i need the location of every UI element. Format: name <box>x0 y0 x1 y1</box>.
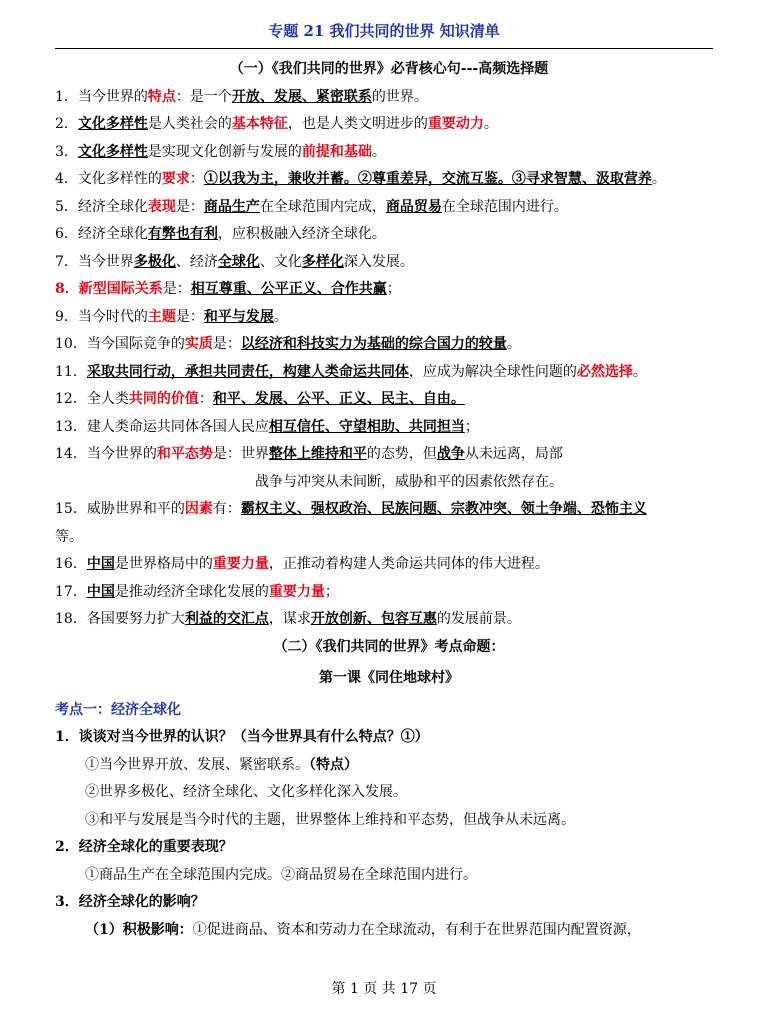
list-item-1: 1．当今世界的特点：是一个开放、发展、紧密联系的世界。 <box>55 88 428 105</box>
list-item-13: 13．建人类命运共同体各国人民应相互信任、守望相助、共同担当； <box>55 418 479 435</box>
list-item-5: 5．经济全球化表现是：商品生产在全球范围内完成，商品贸易在全球范围内进行。 <box>55 198 568 215</box>
list-item-2: 2．文化多样性是人类社会的基本特征，也是人类文明进步的重要动力。 <box>55 116 498 132</box>
question-3: 3．经济全球化的影响？ <box>55 894 205 910</box>
question-1-answer-2: ②世界多极化、经济全球化、文化多样化深入发展。 <box>85 784 407 800</box>
list-item-8: 8．新型国际关系是：相互尊重、公平正义、合作共赢； <box>55 281 401 297</box>
list-item-12: 12．全人类共同的价值：和平、发展、公平、正义、民主、自由。 <box>55 391 465 407</box>
list-item-10: 10．当今国际竞争的实质是：以经济和科技实力为基础的综合国力的较量。 <box>55 336 521 352</box>
list-item-16: 16．中国是世界格局中的重要力量，正推动着构建人类命运共同体的伟大进程。 <box>55 556 549 572</box>
list-item-18: 18．各国要努力扩大利益的交汇点，谋求开放创新、包容互惠的发展前景。 <box>55 611 521 627</box>
knowledge-point-title: 考点一：经济全球化 <box>55 701 181 718</box>
lesson-title: 第一课《同住地球村》 <box>319 670 459 686</box>
question-2-answer: ①商品生产在全球范围内完成。②商品贸易在全球范围内进行。 <box>85 866 477 883</box>
list-item-14-continued: 战争与冲突从未间断，威胁和平的因素依然存在。 <box>255 473 563 490</box>
page-footer: 第 1 页 共 17 页 <box>331 981 437 997</box>
question-1-answer-3: ③和平与发展是当今时代的主题，世界整体上维持和平态势，但战争从未远离。 <box>85 811 575 828</box>
list-item-4: 4．文化多样性的要求：①以我为主，兼收并蓄。②尊重差异，交流互鉴。③寻求智慧、汲取营养。 <box>55 171 666 187</box>
header-divider <box>55 48 713 49</box>
question-3-answer-1: （1）积极影响：①促进商品、资本和劳动力在全球流动，有利于在世界范围内配置资源， <box>85 921 641 938</box>
list-item-9: 9．当今时代的主题是：和平与发展。 <box>55 308 288 325</box>
page-header-title: 专题 21 我们共同的世界 知识清单 <box>268 22 500 40</box>
question-2: 2．经济全球化的重要表现？ <box>55 839 233 855</box>
list-item-17: 17．中国是推动经济全球化发展的重要力量； <box>55 583 339 600</box>
question-1: 1．谈谈对当今世界的认识？（当今世界具有什么特点？①） <box>55 729 429 745</box>
document-body <box>55 56 723 944</box>
list-item-15-continued: 等。 <box>55 528 83 545</box>
list-item-7: 7．当今世界多极化、经济全球化、文化多样化深入发展。 <box>55 253 414 270</box>
list-item-11: 11．采取共同行动，承担共同责任，构建人类命运共同体，应成为解决全球性问题的必然选择。 <box>55 363 647 380</box>
list-item-3: 3．文化多样性是实现文化创新与发展的前提和基础。 <box>55 143 386 160</box>
list-item-15: 15．威胁世界和平的因素有：霸权主义、强权政治、民族问题、宗教冲突、领土争端、恐怖主义 <box>55 501 647 517</box>
list-item-14: 14．当今世界的和平态势是：世界整体上维持和平的态势，但战争从未远离，局部 <box>55 446 563 462</box>
section-title-exam-topics: （二）《我们共同的世界》考点命题： <box>273 638 505 655</box>
section-title-core-sentences: （一）《我们共同的世界》必背核心句---高频选择题 <box>229 61 549 77</box>
question-1-answer-1: ①当今世界开放、发展、紧密联系。（特点） <box>85 756 358 773</box>
list-item-6: 6．经济全球化有弊也有利，应积极融入经济全球化。 <box>55 226 386 242</box>
